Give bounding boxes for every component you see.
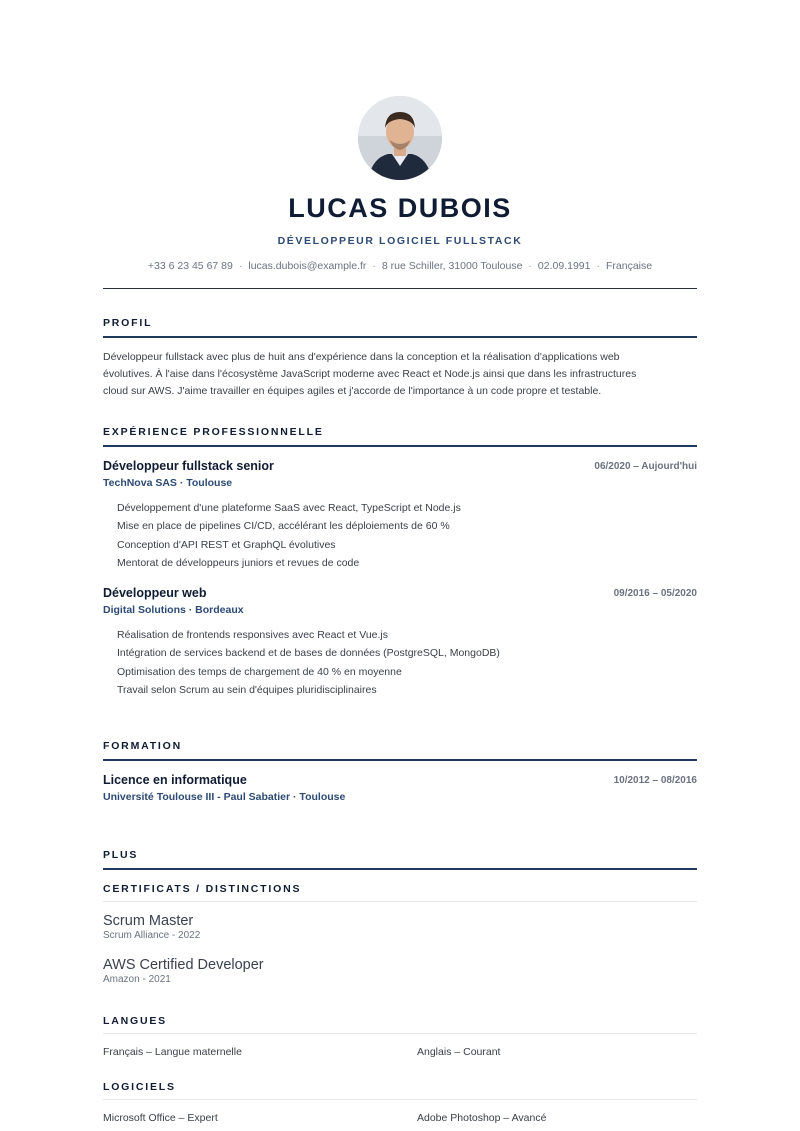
profile-photo (358, 96, 442, 180)
phone: +33 6 23 45 67 89 (147, 260, 233, 272)
list-item: Travail selon Scrum au sein d'équipes pluridisciplinaires (117, 683, 377, 696)
candidate-name: LUCAS DUBOIS (288, 193, 512, 223)
list-item: Mise en place de pipelines CI/CD, accélérant les déploiements de 60 % (117, 520, 450, 533)
section-heading-plus: PLUS (103, 849, 139, 861)
certificate-issuer: Scrum Alliance - 2022 (103, 930, 201, 941)
separator: · (238, 260, 243, 272)
section-heading-profil: PROFIL (103, 317, 153, 329)
experience-entry (103, 459, 697, 572)
list-item: Conception d'API REST et GraphQL évolutives (117, 538, 336, 551)
list-item: Optimisation des temps de chargement de 40 % en moyenne (117, 665, 402, 678)
section-divider (103, 445, 697, 447)
subsection-heading-certificats: CERTIFICATS / DISTINCTIONS (103, 883, 302, 895)
job-company: TechNova SAS · Toulouse (103, 477, 233, 489)
email: lucas.dubois@example.fr (248, 260, 367, 272)
language-item: Français – Langue maternelle (103, 1046, 242, 1058)
degree-dates: 10/2012 – 08/2016 (613, 775, 697, 786)
job-company: Digital Solutions · Bordeaux (103, 604, 244, 616)
job-headline: DÉVELOPPEUR LOGICIEL FULLSTACK (277, 235, 523, 247)
certificate-name: AWS Certified Developer (103, 957, 264, 973)
subsection-divider (103, 901, 697, 902)
profile-line: Développeur fullstack avec plus de huit ans d'expérience dans la conception et la réalisation d'applications web (103, 351, 620, 363)
list-item: Intégration de services backend et de bases de données (PostgreSQL, MongoDB) (117, 647, 500, 660)
profile-summary (103, 349, 697, 400)
certificate-item (103, 913, 200, 941)
language-item: Anglais – Courant (417, 1046, 501, 1058)
certificate-item (103, 957, 264, 985)
separator: · (528, 260, 532, 272)
list-item: Développement d'une plateforme SaaS avec React, TypeScript et Node.js (117, 502, 461, 514)
list-item: Réalisation de frontends responsives avec React et Vue.js (117, 629, 389, 641)
profile-line: évolutives. À l'aise dans l'écosystème JavaScript moderne avec React et Node.js ainsi que dans les infrastructures (103, 368, 637, 380)
job-title: Développeur web (103, 586, 207, 600)
job-bullets (117, 626, 697, 699)
section-divider (103, 759, 697, 761)
subsection-divider (103, 1033, 697, 1034)
certificate-issuer: Amazon - 2021 (103, 974, 171, 985)
header-divider (103, 288, 697, 289)
separator: · (596, 260, 600, 272)
section-heading-formation: FORMATION (103, 740, 182, 752)
nationality: Française (605, 260, 653, 272)
separator: · (372, 260, 376, 272)
subsection-divider (103, 1099, 697, 1100)
contact-line (0, 260, 800, 272)
software-item: Microsoft Office – Expert (103, 1112, 218, 1124)
subsection-heading-logiciels: LOGICIELS (103, 1081, 176, 1093)
birthdate: 02.09.1991 (537, 260, 591, 272)
subsection-heading-langues: LANGUES (103, 1015, 167, 1027)
degree-title: Licence en informatique (103, 773, 247, 787)
job-dates: 06/2020 – Aujourd'hui (594, 461, 697, 472)
education-entry (103, 773, 697, 803)
experience-entry (103, 586, 697, 699)
software-item: Adobe Photoshop – Avancé (417, 1112, 547, 1124)
job-dates: 09/2016 – 05/2020 (613, 588, 697, 599)
job-title: Développeur fullstack senior (103, 459, 274, 473)
job-bullets (117, 499, 697, 572)
address: 8 rue Schiller, 31000 Toulouse (381, 260, 523, 272)
profile-line: cloud sur AWS. J'aime travailler en équipes agiles et j'accorde de l'importance à un code propre et testable. (103, 385, 602, 397)
section-divider (103, 868, 697, 870)
list-item: Mentorat de développeurs juniors et revues de code (117, 556, 360, 569)
certificate-name: Scrum Master (103, 913, 194, 929)
school-name: Université Toulouse III - Paul Sabatier · Toulouse (103, 791, 346, 803)
section-divider (103, 336, 697, 338)
section-heading-experience: EXPÉRIENCE PROFESSIONNELLE (103, 426, 324, 438)
